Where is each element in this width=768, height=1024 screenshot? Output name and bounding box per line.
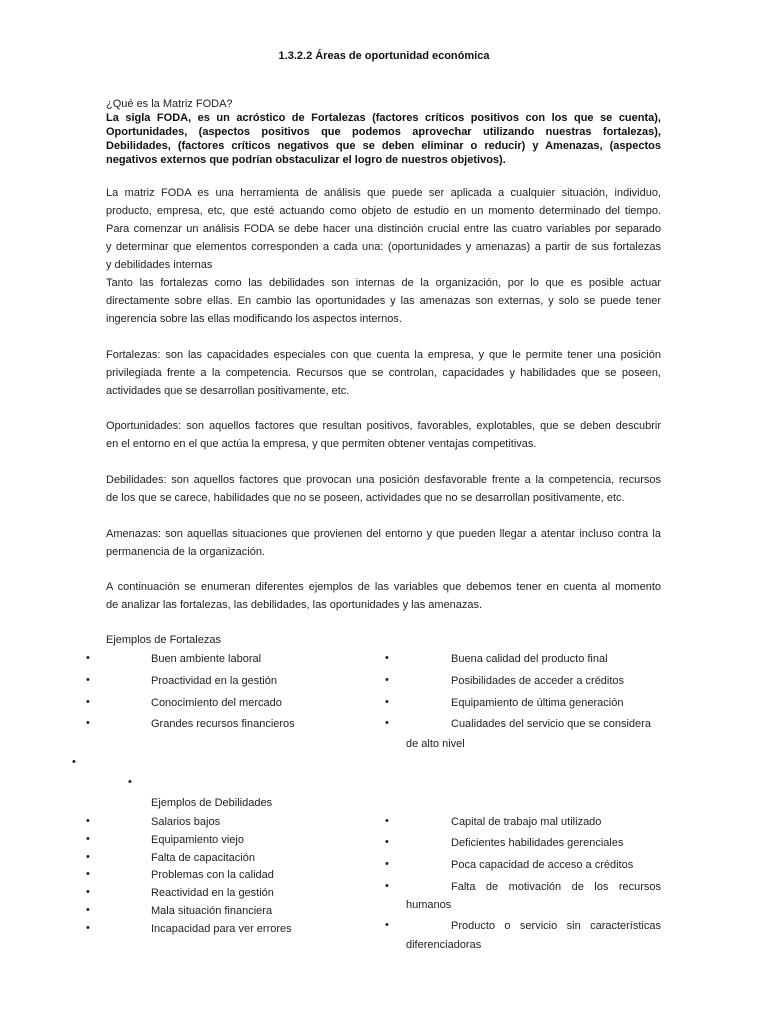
definition-line: La sigla FODA, es un acróstico de Fortalezas (factores críticos positivos con los que se cuenta), bbox=[106, 112, 661, 124]
debilidad-item-continuation: diferenciadoras bbox=[406, 939, 482, 951]
fortaleza-item: Proactividad en la gestión bbox=[151, 675, 277, 687]
bullet-icon: • bbox=[86, 815, 90, 827]
debilidad-item: Reactividad en la gestión bbox=[151, 887, 274, 899]
bullet-icon: • bbox=[385, 858, 389, 870]
bullet-icon: • bbox=[86, 904, 90, 916]
oportunidades-line: en el entorno en el que actúa la empresa, y que permiten obtener ventajas competitivas. bbox=[106, 438, 537, 450]
bullet-icon: • bbox=[72, 756, 76, 768]
debilidad-item: Salarios bajos bbox=[151, 816, 221, 828]
bullet-icon: • bbox=[86, 868, 90, 880]
bullet-icon: • bbox=[385, 696, 389, 708]
fortaleza-item: Cualidades del servicio que se considera bbox=[451, 718, 651, 730]
debilidad-item: Capital de trabajo mal utilizado bbox=[451, 816, 602, 828]
debilidades-paragraph bbox=[106, 471, 661, 507]
definition-line: Debilidades, (factores críticos negativos que se deben eliminar o reducir) y Amenazas, (aspectos bbox=[106, 140, 661, 152]
definition-line: Oportunidades, (aspectos positivos que podemos aprovechar utilizando nuestras fortalezas), bbox=[106, 126, 661, 138]
debilidad-item: Equipamiento viejo bbox=[151, 834, 244, 846]
oportunidades-line: Oportunidades: son aquellos factores que resultan positivos, favorables, explotables, que se deben descubrir bbox=[106, 420, 661, 432]
fortalezas-line: privilegiada frente a la competencia. Recursos que se controlan, capacidades y habilidades que se poseen, bbox=[106, 367, 661, 379]
continuacion-line: A continuación se enumeran diferentes ejemplos de las variables que debemos tener en cuenta al momento bbox=[106, 581, 661, 593]
intro-line: Para comenzar un análisis FODA se debe hacer una distinción crucial entre las cuatro variables por separado bbox=[106, 223, 661, 235]
foda-definition bbox=[106, 111, 661, 167]
fortalezas-examples-heading: Ejemplos de Fortalezas bbox=[106, 634, 221, 646]
bullet-icon: • bbox=[385, 815, 389, 827]
bullet-icon: • bbox=[86, 886, 90, 898]
intro-line: producto, empresa, etc, que esté actuando como objeto de estudio en un momento determinado del tiempo. bbox=[106, 205, 661, 217]
debilidad-item: Falta de motivación de los recursos bbox=[451, 881, 661, 893]
amenazas-paragraph bbox=[106, 525, 661, 561]
question-heading: ¿Qué es la Matriz FODA? bbox=[106, 98, 233, 110]
bullet-icon: • bbox=[385, 717, 389, 729]
debilidades-line: de los que se carece, habilidades que no se poseen, actividades que no se desarrollan positivamente, etc. bbox=[106, 492, 625, 504]
intro-line: directamente sobre ellas. En cambio las oportunidades y las amenazas son externas, y solo se puede tener bbox=[106, 295, 661, 307]
bullet-icon: • bbox=[86, 674, 90, 686]
intro-line: Tanto las fortalezas como las debilidades son internas de la organización, por lo que es posible actuar bbox=[106, 277, 661, 289]
fortalezas-paragraph bbox=[106, 346, 661, 400]
bullet-icon: • bbox=[86, 717, 90, 729]
oportunidades-paragraph bbox=[106, 417, 661, 453]
fortaleza-item: Buena calidad del producto final bbox=[451, 653, 608, 665]
debilidades-line: Debilidades: son aquellos factores que provocan una posición desfavorable frente a la competencia, recursos bbox=[106, 474, 661, 486]
amenazas-line: Amenazas: son aquellas situaciones que provienen del entorno y que pueden llegar a atentar incluso contra la bbox=[106, 528, 661, 540]
debilidad-item: Mala situación financiera bbox=[151, 905, 273, 917]
amenazas-line: permanencia de la organización. bbox=[106, 546, 265, 558]
debilidad-item: Producto o servicio sin características bbox=[451, 920, 661, 932]
fortalezas-line: actividades que se desarrollan positivamente, etc. bbox=[106, 385, 350, 397]
bullet-icon: • bbox=[385, 652, 389, 664]
bullet-icon: • bbox=[385, 674, 389, 686]
intro-line: y determinar que elementos corresponden a cada una: (oportunidades y amenazas) a partir de sus fortalezas bbox=[106, 241, 661, 253]
bullet-icon: • bbox=[385, 880, 389, 892]
bullet-icon: • bbox=[385, 919, 389, 931]
intro-line: La matriz FODA es una herramienta de análisis que puede ser aplicada a cualquier situación, individuo, bbox=[106, 187, 661, 199]
fortaleza-item: Equipamiento de última generación bbox=[451, 697, 624, 709]
fortaleza-item: Buen ambiente laboral bbox=[151, 653, 262, 665]
debilidad-item: Falta de capacitación bbox=[151, 852, 255, 864]
fortaleza-item-continuation: de alto nivel bbox=[406, 738, 465, 750]
debilidad-item: Incapacidad para ver errores bbox=[151, 923, 292, 935]
bullet-icon: • bbox=[86, 833, 90, 845]
fortalezas-line: Fortalezas: son las capacidades especiales con que cuenta la empresa, y que le permite tener una posición bbox=[106, 349, 661, 361]
bullet-icon: • bbox=[86, 851, 90, 863]
debilidades-examples-heading: Ejemplos de Debilidades bbox=[151, 797, 273, 809]
fortaleza-item: Conocimiento del mercado bbox=[151, 697, 282, 709]
debilidad-item: Problemas con la calidad bbox=[151, 869, 274, 881]
bullet-icon: • bbox=[86, 922, 90, 934]
debilidad-item-continuation: humanos bbox=[406, 899, 452, 911]
continuacion-line: de analizar las fortalezas, las debilidades, las oportunidades y las amenazas. bbox=[106, 599, 483, 611]
definition-line: negativos externos que podrían obstaculizar el logro de nuestros objetivos). bbox=[106, 154, 506, 166]
debilidad-item: Deficientes habilidades gerenciales bbox=[451, 837, 624, 849]
bullet-icon: • bbox=[128, 776, 132, 788]
intro-paragraph bbox=[106, 184, 661, 328]
debilidad-item: Poca capacidad de acceso a créditos bbox=[451, 859, 634, 871]
intro-line: ingerencia sobre las ellas modificando los aspectos internos. bbox=[106, 313, 402, 325]
fortaleza-item: Posibilidades de acceder a créditos bbox=[451, 675, 625, 687]
section-title: 1.3.2.2 Áreas de oportunidad económica bbox=[278, 50, 490, 62]
bullet-icon: • bbox=[86, 652, 90, 664]
fortaleza-item: Grandes recursos financieros bbox=[151, 718, 295, 730]
bullet-icon: • bbox=[86, 696, 90, 708]
bullet-icon: • bbox=[385, 836, 389, 848]
intro-line: y debilidades internas bbox=[106, 259, 213, 271]
continuacion-paragraph bbox=[106, 578, 661, 614]
